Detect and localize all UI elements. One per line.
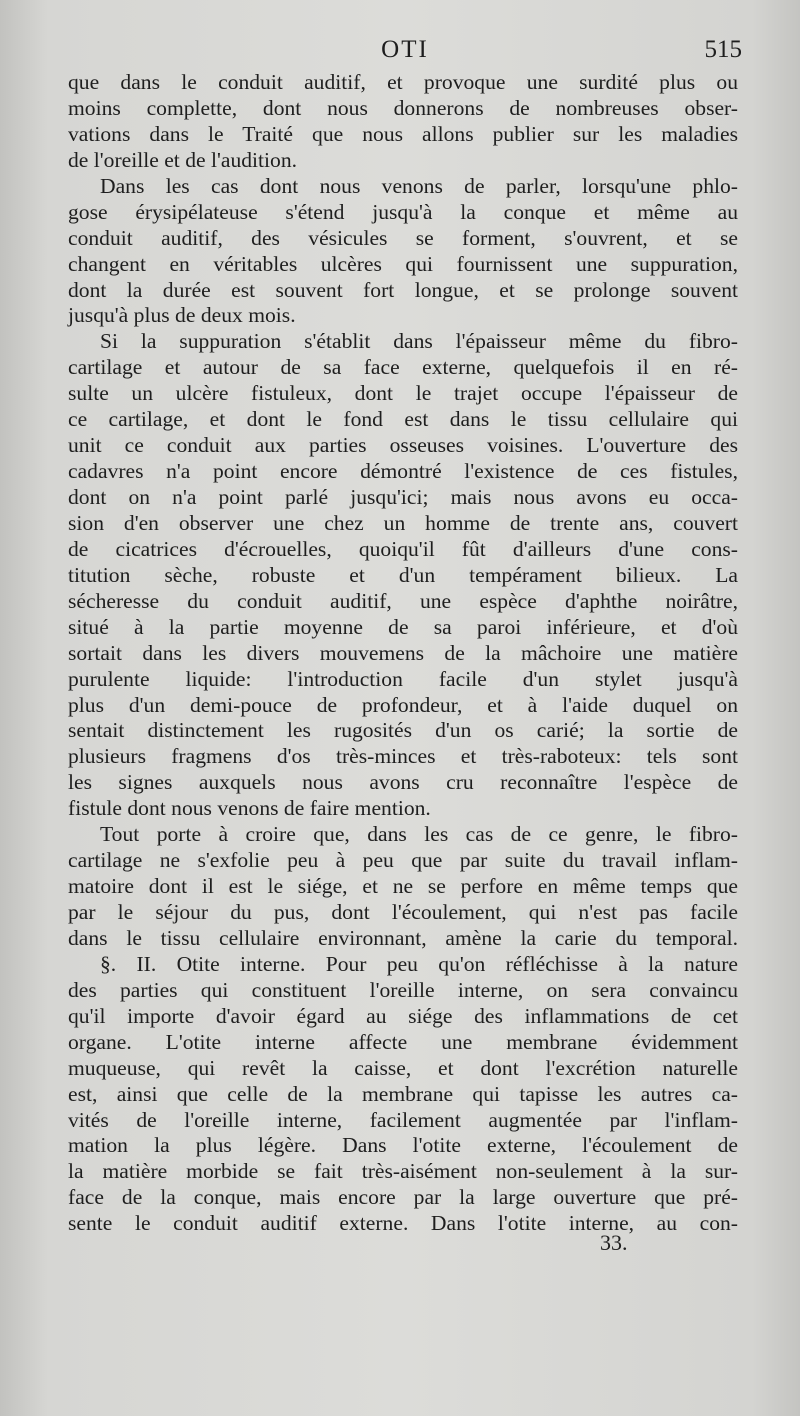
text-line: les signes auxquels nous avons cru reconnaître l'espèce de — [68, 770, 738, 795]
text-line: muqueuse, qui revêt la caisse, et dont l'excrétion naturelle — [68, 1055, 738, 1080]
text-line: organe. L'otite interne affecte une membrane évidemment — [68, 1029, 738, 1054]
text-line: cadavres n'a point encore démontré l'existence de ces fistules, — [68, 459, 738, 484]
text-line: sulte un ulcère fistuleux, dont le trajet occupe l'épaisseur de — [68, 381, 738, 406]
text-line: plusieurs fragmens d'os très-minces et très-raboteux: tels sont — [68, 744, 738, 769]
text-line: Tout porte à croire que, dans les cas de ce genre, le fibro- — [100, 822, 738, 847]
text-line: mation la plus légère. Dans l'otite externe, l'écoulement de — [68, 1133, 738, 1158]
text-line: de l'oreille et de l'audition. — [68, 147, 298, 172]
text-line: Si la suppuration s'établit dans l'épaisseur même du fibro- — [100, 329, 738, 354]
text-line: vités de l'oreille interne, facilement augmentée par l'inflam- — [68, 1107, 738, 1132]
text-line: la matière morbide se fait très-aisément non-seulement à la sur- — [68, 1159, 738, 1184]
text-line: par le séjour du pus, dont l'écoulement, qui n'est pas facile — [68, 900, 738, 924]
text-line: vations dans le Traité que nous allons publier sur les maladies — [68, 121, 738, 146]
text-line: sortait dans les divers mouvemens de la mâchoire une matière — [68, 640, 738, 665]
page-header — [68, 36, 742, 66]
text-line: dans le tissu cellulaire environnant, amène la carie du temporal. — [68, 925, 738, 950]
text-line: Dans les cas dont nous venons de parler, lorsqu'une phlo- — [100, 173, 738, 198]
running-title: OTI — [381, 36, 429, 63]
text-line: unit ce conduit aux parties osseuses voisines. L'ouverture des — [68, 433, 738, 458]
text-line: dont on n'a point parlé jusqu'ici; mais nous avons eu occa- — [68, 485, 738, 509]
text-line: sente le conduit auditif externe. Dans l'otite interne, au con- — [68, 1211, 738, 1236]
text-line: changent en véritables ulcères qui fournissent une suppuration, — [68, 251, 738, 276]
text-line: cartilage et autour de sa face externe, quelquefois il en ré- — [68, 355, 738, 380]
page-number: 515 — [704, 36, 742, 63]
text-line: de cicatrices d'écrouelles, quoiqu'il fût d'ailleurs d'une cons- — [68, 536, 738, 561]
text-line: dont la durée est souvent fort longue, et se prolonge souvent — [68, 277, 738, 302]
text-line: des parties qui constituent l'oreille interne, on sera convaincu — [68, 977, 738, 1002]
signature-mark: 33. — [600, 1230, 628, 1255]
text-line: est, ainsi que celle de la membrane qui tapisse les autres ca- — [68, 1081, 738, 1106]
text-line: cartilage ne s'exfolie peu à peu que par suite du travail inflam- — [68, 848, 738, 873]
text-line: fistule dont nous venons de faire mention. — [68, 796, 431, 821]
text-line: §. II. Otite interne. Pour peu qu'on réfléchisse à la nature — [100, 951, 738, 976]
text-line: jusqu'à plus de deux mois. — [68, 303, 296, 328]
text-line: que dans le conduit auditif, et provoque une surdité plus ou — [68, 70, 738, 94]
text-line: titution sèche, robuste et d'un tempérament bilieux. La — [68, 562, 738, 587]
text-line: sécheresse du conduit auditif, une espèce d'aphthe noirâtre, — [68, 588, 738, 613]
text-line: sion d'en observer une chez un homme de trente ans, couvert — [68, 510, 738, 535]
text-line: qu'il importe d'avoir égard au siége des inflammations de cet — [68, 1003, 738, 1028]
text-line: moins complette, dont nous donnerons de nombreuses obser- — [68, 95, 738, 120]
text-line: sentait distinctement les rugosités d'un os carié; la sortie de — [68, 718, 738, 743]
text-line: ce cartilage, et dont le fond est dans le tissu cellulaire qui — [68, 407, 738, 432]
text-line: matoire dont il est le siége, et ne se perfore en même temps que — [68, 874, 738, 899]
text-line: face de la conque, mais encore par la large ouverture que pré- — [68, 1185, 738, 1210]
text-line: plus d'un demi-pouce de profondeur, et à l'aide duquel on — [68, 692, 738, 717]
text-line: purulente liquide: l'introduction facile d'un stylet jusqu'à — [68, 666, 738, 691]
text-line: conduit auditif, des vésicules se forment, s'ouvrent, et se — [68, 225, 738, 250]
text-line: gose érysipélateuse s'étend jusqu'à la conque et même au — [68, 199, 738, 224]
text-line: situé à la partie moyenne de sa paroi inférieure, et d'où — [68, 614, 738, 639]
body-text — [68, 70, 738, 1237]
